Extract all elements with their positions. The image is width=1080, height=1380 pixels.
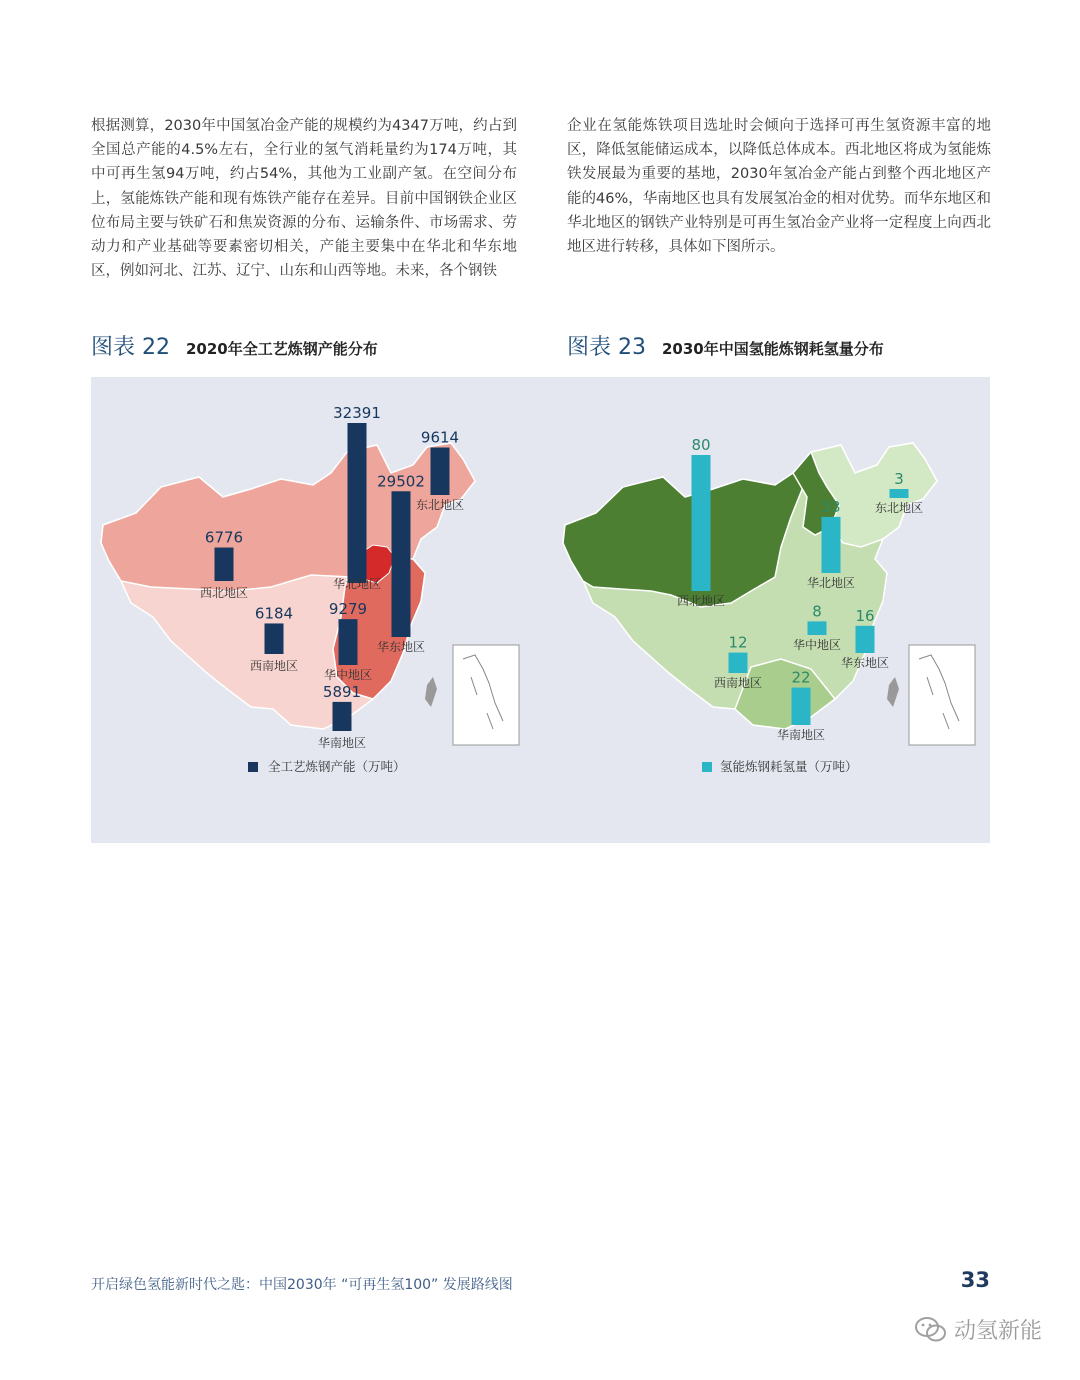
legend-22 <box>248 759 406 774</box>
bar-3 <box>392 491 411 637</box>
region-label-4: 西北地区 <box>199 586 249 600</box>
bar-6 <box>729 653 748 673</box>
legend-22-label: 全工艺炼钢产能（万吨） <box>268 759 406 774</box>
bar-2 <box>822 517 841 573</box>
figure-23-title: 2030年中国氢能炼钢耗氢量分布 <box>662 340 884 358</box>
bar-1 <box>348 423 367 583</box>
bar-4 <box>808 621 827 635</box>
watermark-text: 动氢新能 <box>953 1319 1042 1344</box>
figure-22-number: 图表 22 <box>91 335 170 360</box>
map-22 <box>101 443 519 745</box>
value-label-1: 80 <box>691 436 711 454</box>
bar-2 <box>431 448 450 495</box>
bar-7 <box>333 702 352 731</box>
maps-svg <box>91 377 990 843</box>
region-label-4: 华中地区 <box>792 638 842 652</box>
value-label-6: 6184 <box>254 604 294 623</box>
region-label-2: 东北地区 <box>415 498 465 512</box>
value-label-6: 12 <box>728 633 748 652</box>
bar-3 <box>890 489 909 498</box>
value-label-2: 33 <box>821 497 841 516</box>
value-label-3: 29502 <box>377 472 425 491</box>
region-label-6: 西南地区 <box>713 676 763 690</box>
legend-23-swatch <box>702 762 712 772</box>
bar-4 <box>215 548 234 581</box>
region-label-1: 西北地区 <box>676 594 726 608</box>
region-label-7: 华南地区 <box>776 728 826 742</box>
map-23-inset-box <box>909 645 975 745</box>
value-label-3: 3 <box>894 470 904 488</box>
body-paragraph-left: 根据测算，2030年中国氢冶金产能的规模约为4347万吨，约占到全国总产能的4.5%左右，全行业的氢气消耗量约为174万吨，其中可再生氢94万吨，约占54%，其他为工业副产氢。在空间分布上，氢能炼铁产能和现有炼铁产能存在差异。目前中国钢铁企业区位布局主要与铁矿石和焦炭资源的分布、运输条件、市场需求、劳动力和产业基础等要素密切相关，产能主要集中在华北和华东地区，例如河北、江苏、辽宁、山东和山西等地。未来，各个钢铁 <box>91 118 517 280</box>
value-label-7: 5891 <box>322 682 362 701</box>
region-label-5: 华中地区 <box>323 668 373 682</box>
wechat-icon <box>914 1316 948 1344</box>
figure-22-heading <box>91 330 378 361</box>
footer-title: 开启绿色氢能新时代之匙：中国2030年 “可再生氢100” 发展路线图 <box>91 1277 513 1293</box>
value-label-1: 32391 <box>333 404 381 422</box>
value-label-4: 6776 <box>204 528 244 547</box>
value-label-2: 9614 <box>420 428 460 447</box>
region-label-6: 西南地区 <box>249 659 299 673</box>
bar-1 <box>692 455 711 591</box>
body-paragraph-right: 企业在氢能炼铁项目选址时会倾向于选择可再生氢资源丰富的地区，降低氢能储运成本，以降低总体成本。西北地区将成为氢能炼铁发展最为重要的基地，2030年氢冶金产能占到整个西北地区产能的46%，华南地区也具有发展氢冶金的相对优势。而华东地区和华北地区的钢铁产业特别是可再生氢冶金产业将一定程度上向西北地区进行转移，具体如下图所示。 <box>567 118 991 256</box>
legend-23 <box>702 759 858 774</box>
bar-6 <box>265 623 284 654</box>
region-label-1: 华北地区 <box>332 577 382 591</box>
legend-22-swatch <box>248 762 258 772</box>
value-label-5: 16 <box>855 606 875 625</box>
watermark <box>914 1314 1042 1345</box>
page-number: 33 <box>960 1268 990 1292</box>
bar-5 <box>856 626 875 653</box>
bar-5 <box>339 619 358 665</box>
value-label-7: 22 <box>791 668 811 687</box>
figure-22-title: 2020年全工艺炼钢产能分布 <box>186 340 378 358</box>
region-label-5: 华东地区 <box>840 656 890 670</box>
legend-23-label: 氢能炼钢耗氢量（万吨） <box>720 759 858 774</box>
figure-23-number: 图表 23 <box>567 335 646 360</box>
region-label-3: 华东地区 <box>376 640 426 654</box>
region-label-7: 华南地区 <box>317 736 367 750</box>
region-label-3: 东北地区 <box>874 501 924 515</box>
map-22-inset-box <box>453 645 519 745</box>
map-23 <box>563 443 975 745</box>
value-label-4: 8 <box>812 602 822 621</box>
map-22-taiwan <box>425 677 437 707</box>
map-23-taiwan <box>887 677 899 707</box>
bar-7 <box>792 688 811 725</box>
value-label-5: 9279 <box>328 600 368 619</box>
figure-panel <box>91 377 990 843</box>
region-label-2: 华北地区 <box>806 576 856 590</box>
figure-23-heading <box>567 330 884 361</box>
